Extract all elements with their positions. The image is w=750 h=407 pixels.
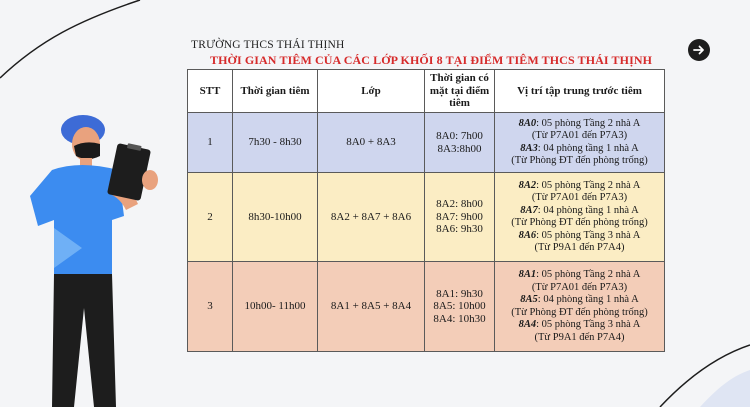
location-detail: (Từ P7A01 đến P7A3) bbox=[531, 130, 628, 141]
header-location: Vị trí tập trung trước tiêm bbox=[495, 70, 665, 113]
arrival-line: 8A4: 10h30 bbox=[433, 312, 486, 325]
arrival-line: 8A0: 7h00 bbox=[436, 130, 483, 142]
location-text: : 05 phòng Tầng 3 nhà A bbox=[536, 229, 641, 241]
nurse-with-clipboard-illustration bbox=[20, 108, 170, 407]
row-time: 8h30-10h00 bbox=[233, 173, 318, 262]
row-location bbox=[495, 262, 665, 352]
class-code: 8A6 bbox=[518, 229, 537, 241]
location-text: : 05 phòng Tầng 2 nhà A bbox=[536, 117, 641, 129]
table-header-row bbox=[188, 70, 665, 113]
school-name: TRƯỜNG THCS THÁI THỊNH bbox=[191, 39, 345, 51]
location-detail: (Từ P9A1 đến P7A4) bbox=[534, 242, 625, 253]
decorative-curve-top-left bbox=[0, 0, 150, 110]
header-stt: STT bbox=[188, 70, 233, 113]
row-classes: 8A2 + 8A7 + 8A6 bbox=[318, 173, 425, 262]
location-detail: (Từ P7A01 đến P7A3) bbox=[531, 192, 628, 203]
class-code: 8A4 bbox=[518, 319, 537, 330]
row-time: 7h30 - 8h30 bbox=[233, 113, 318, 173]
row-stt: 3 bbox=[188, 262, 233, 352]
arrival-line: 8A2: 8h00 bbox=[436, 198, 483, 211]
location-detail: (Từ Phòng ĐT đến phòng trống) bbox=[511, 155, 648, 166]
arrival-line: 8A5: 10h00 bbox=[433, 300, 486, 313]
location-text: : 05 phòng Tầng 2 nhà A bbox=[536, 179, 641, 191]
class-code: 8A2 bbox=[518, 179, 537, 191]
header-time: Thời gian tiêm bbox=[233, 70, 318, 113]
location-text: : 04 phòng tầng 1 nhà A bbox=[537, 142, 639, 154]
arrow-right-icon bbox=[688, 39, 710, 61]
next-slide-button[interactable] bbox=[688, 39, 710, 61]
table-row bbox=[188, 173, 665, 262]
row-arrival bbox=[425, 173, 495, 262]
table-row bbox=[188, 113, 665, 173]
location-text: : 05 phòng Tầng 3 nhà A bbox=[536, 319, 641, 330]
schedule-title: THỜI GIAN TIÊM CỦA CÁC LỚP KHỐI 8 TẠI ĐIỂM TIÊM THCS THÁI THỊNH bbox=[210, 53, 653, 67]
location-detail: (Từ Phòng ĐT đến phòng trống) bbox=[511, 217, 648, 228]
arrival-line: 8A3:8h00 bbox=[437, 142, 482, 155]
row-stt: 2 bbox=[188, 173, 233, 262]
location-text: : 04 phòng tầng 1 nhà A bbox=[537, 294, 639, 305]
location-detail: (Từ Phòng ĐT đến phòng trống) bbox=[511, 306, 648, 318]
arrival-line: 8A6: 9h30 bbox=[436, 223, 483, 236]
table-row bbox=[188, 262, 665, 352]
class-code: 8A7 bbox=[520, 204, 538, 216]
row-classes: 8A1 + 8A5 + 8A4 bbox=[318, 262, 425, 352]
arrival-line: 8A1: 9h30 bbox=[436, 287, 483, 300]
class-code: 8A0 bbox=[518, 117, 537, 129]
vaccination-schedule-table bbox=[187, 69, 665, 352]
location-text: : 05 phòng Tầng 2 nhà A bbox=[536, 269, 641, 280]
arrival-line: 8A7: 9h00 bbox=[436, 210, 483, 223]
location-detail: (Từ P7A01 đến P7A3) bbox=[531, 281, 628, 293]
header-arrival: Thời gian có mặt tại điểm tiêm bbox=[425, 70, 495, 113]
row-location bbox=[495, 173, 665, 262]
class-code: 8A1 bbox=[518, 269, 537, 280]
row-arrival bbox=[425, 262, 495, 352]
row-classes: 8A0 + 8A3 bbox=[318, 113, 425, 173]
row-location bbox=[495, 113, 665, 173]
header-class: Lớp bbox=[318, 70, 425, 113]
class-code: 8A3 bbox=[520, 142, 538, 154]
location-detail: (Từ P9A1 đến P7A4) bbox=[534, 331, 625, 343]
row-stt: 1 bbox=[188, 113, 233, 173]
row-time: 10h00- 11h00 bbox=[233, 262, 318, 352]
location-text: : 04 phòng tầng 1 nhà A bbox=[537, 204, 639, 216]
row-arrival bbox=[425, 113, 495, 173]
class-code: 8A5 bbox=[520, 294, 538, 305]
